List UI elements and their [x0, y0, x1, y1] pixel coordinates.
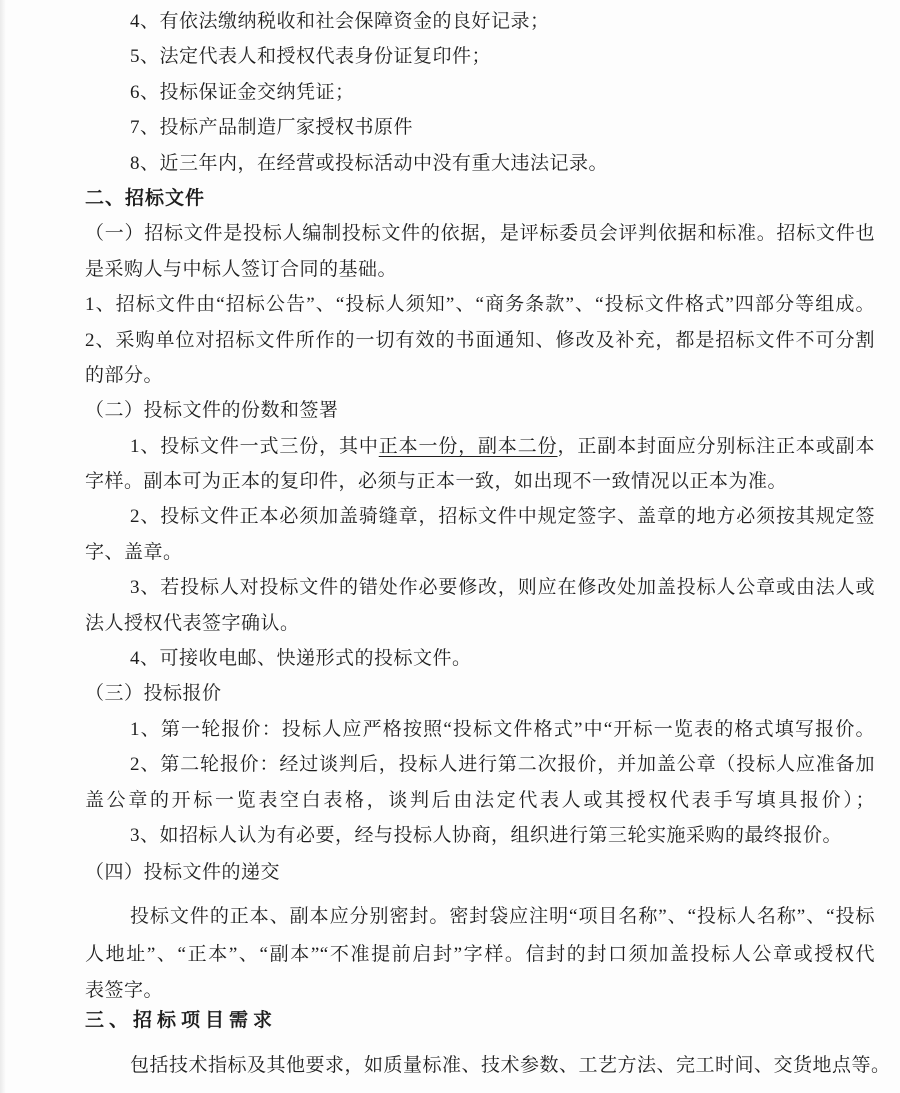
scan-edge-shading: [0, 0, 6, 1093]
text-segment: 1、投标文件一式三份，其中: [130, 435, 379, 457]
text-segment: 2、采购单位对招标文件所作的一切有效的书面通知、修改及补充，都是招标文件不可分割: [85, 329, 875, 351]
text-segment: 6、投标保证金交纳凭证；: [130, 81, 355, 103]
text-segment: 二、招标文件: [85, 187, 206, 209]
list-item-6: [85, 75, 875, 110]
para-2-1-line-1: [85, 216, 875, 251]
subsection-heading-2-2: [85, 393, 875, 428]
document-body: [85, 4, 891, 1084]
text-segment: 的部分。: [85, 364, 164, 386]
text-segment: 人地址”、“正本”、“副本”“不准提前启封”字样。信封的封口须加盖投标人公章或授权代: [85, 944, 875, 966]
list-item-4: [85, 4, 875, 39]
para-2-3-item-1: [85, 712, 875, 747]
para-2-4-line-2: [85, 937, 875, 972]
text-segment: ，正副本封面应分别标注正本或副本: [557, 435, 875, 457]
text-segment: 包括技术指标及其他要求，如质量标准、技术参数、工艺方法、完工时间、交货地点等。: [130, 1055, 891, 1077]
text-segment: 三、招标项目需求: [85, 1009, 278, 1031]
text-segment: 盖公章的开标一览表空白表格，谈判后由法定代表人或其授权代表手写填具报价）；: [85, 789, 875, 811]
para-2-2-item-1-line-2: [85, 464, 875, 499]
text-segment: 1、招标文件由“招标公告”、“投标人须知”、“商务条款”、“投标文件格式”四部分等组成。: [85, 294, 875, 316]
text-segment: 7、投标产品制造厂家授权书原件: [130, 117, 414, 139]
text-segment: 4、有依法缴纳税收和社会保障资金的良好记录；: [130, 11, 550, 32]
para-2-1-item-2-line-2: [85, 358, 875, 393]
para-2-2-item-1-line-1: [85, 429, 875, 464]
para-2-2-item-4: [85, 641, 875, 676]
text-segment: 字样。副本可为正本的复印件，必须与正本一致，如出现不一致情况以正本为准。: [85, 471, 788, 493]
subsection-heading-2-4: [85, 855, 875, 890]
text-segment: 投标文件的正本、副本应分别密封。密封袋应注明“项目名称”、“投标人名称”、“投标: [130, 905, 875, 927]
list-item-7: [85, 110, 875, 145]
text-segment: 4、可接收电邮、快递形式的投标文件。: [130, 648, 472, 670]
para-2-3-item-3: [85, 818, 875, 853]
text-segment: （四）投标文件的递交: [85, 862, 281, 884]
para-2-3-item-2-line-2: [85, 783, 875, 818]
text-segment: 1、第一轮报价：投标人应严格按照“投标文件格式”中“开标一览表的格式填写报价。: [130, 718, 875, 740]
para-2-2-item-3-line-2: [85, 606, 875, 641]
text-segment: 字、盖章。: [85, 541, 183, 563]
subsection-heading-2-3: [85, 676, 875, 711]
text-segment: （三）投标报价: [85, 683, 222, 705]
text-segment: 5、法定代表人和授权代表身份证复印件；: [130, 46, 492, 68]
text-segment: 表签字。: [85, 979, 164, 1001]
para-2-1-line-2: [85, 252, 875, 287]
list-item-8: [85, 146, 875, 181]
text-segment: 2、第二轮报价：经过谈判后，投标人进行第二次报价，并加盖公章（投标人应准备加: [130, 754, 875, 776]
list-item-5: [85, 39, 875, 74]
para-2-2-item-2-line-2: [85, 535, 875, 570]
para-2-4-line-1: [85, 899, 875, 934]
text-segment: 法人授权代表签字确认。: [85, 612, 300, 634]
text-segment: （一）招标文件是投标人编制投标文件的依据，是评标委员会评判依据和标准。招标文件也: [85, 223, 875, 245]
para-2-2-item-3-line-1: [85, 570, 875, 605]
text-segment: 2、投标文件正本必须加盖骑缝章，招标文件中规定签字、盖章的地方必须按其规定签: [130, 506, 875, 528]
para-2-1-item-2-line-1: [85, 323, 875, 358]
section-heading-2: [85, 181, 875, 216]
underlined-text: 正本一份，副本二份: [378, 435, 558, 457]
text-segment: 8、近三年内，在经营或投标活动中没有重大违法记录。: [130, 152, 609, 174]
para-2-2-item-2-line-1: [85, 499, 875, 534]
section-heading-3: [85, 1003, 875, 1038]
para-2-3-item-2-line-1: [85, 747, 875, 782]
text-segment: 是采购人与中标人签订合同的基础。: [85, 258, 398, 280]
text-segment: （二）投标文件的份数和签署: [85, 400, 339, 422]
para-2-1-item-1: [85, 287, 875, 322]
text-segment: 3、若投标人对投标文件的错处作必要修改，则应在修改处加盖投标人公章或由法人或: [130, 577, 875, 599]
para-3-1: [85, 1048, 891, 1083]
text-segment: 3、如招标人认为有必要，经与投标人协商，组织进行第三轮实施采购的最终报价。: [130, 824, 843, 846]
